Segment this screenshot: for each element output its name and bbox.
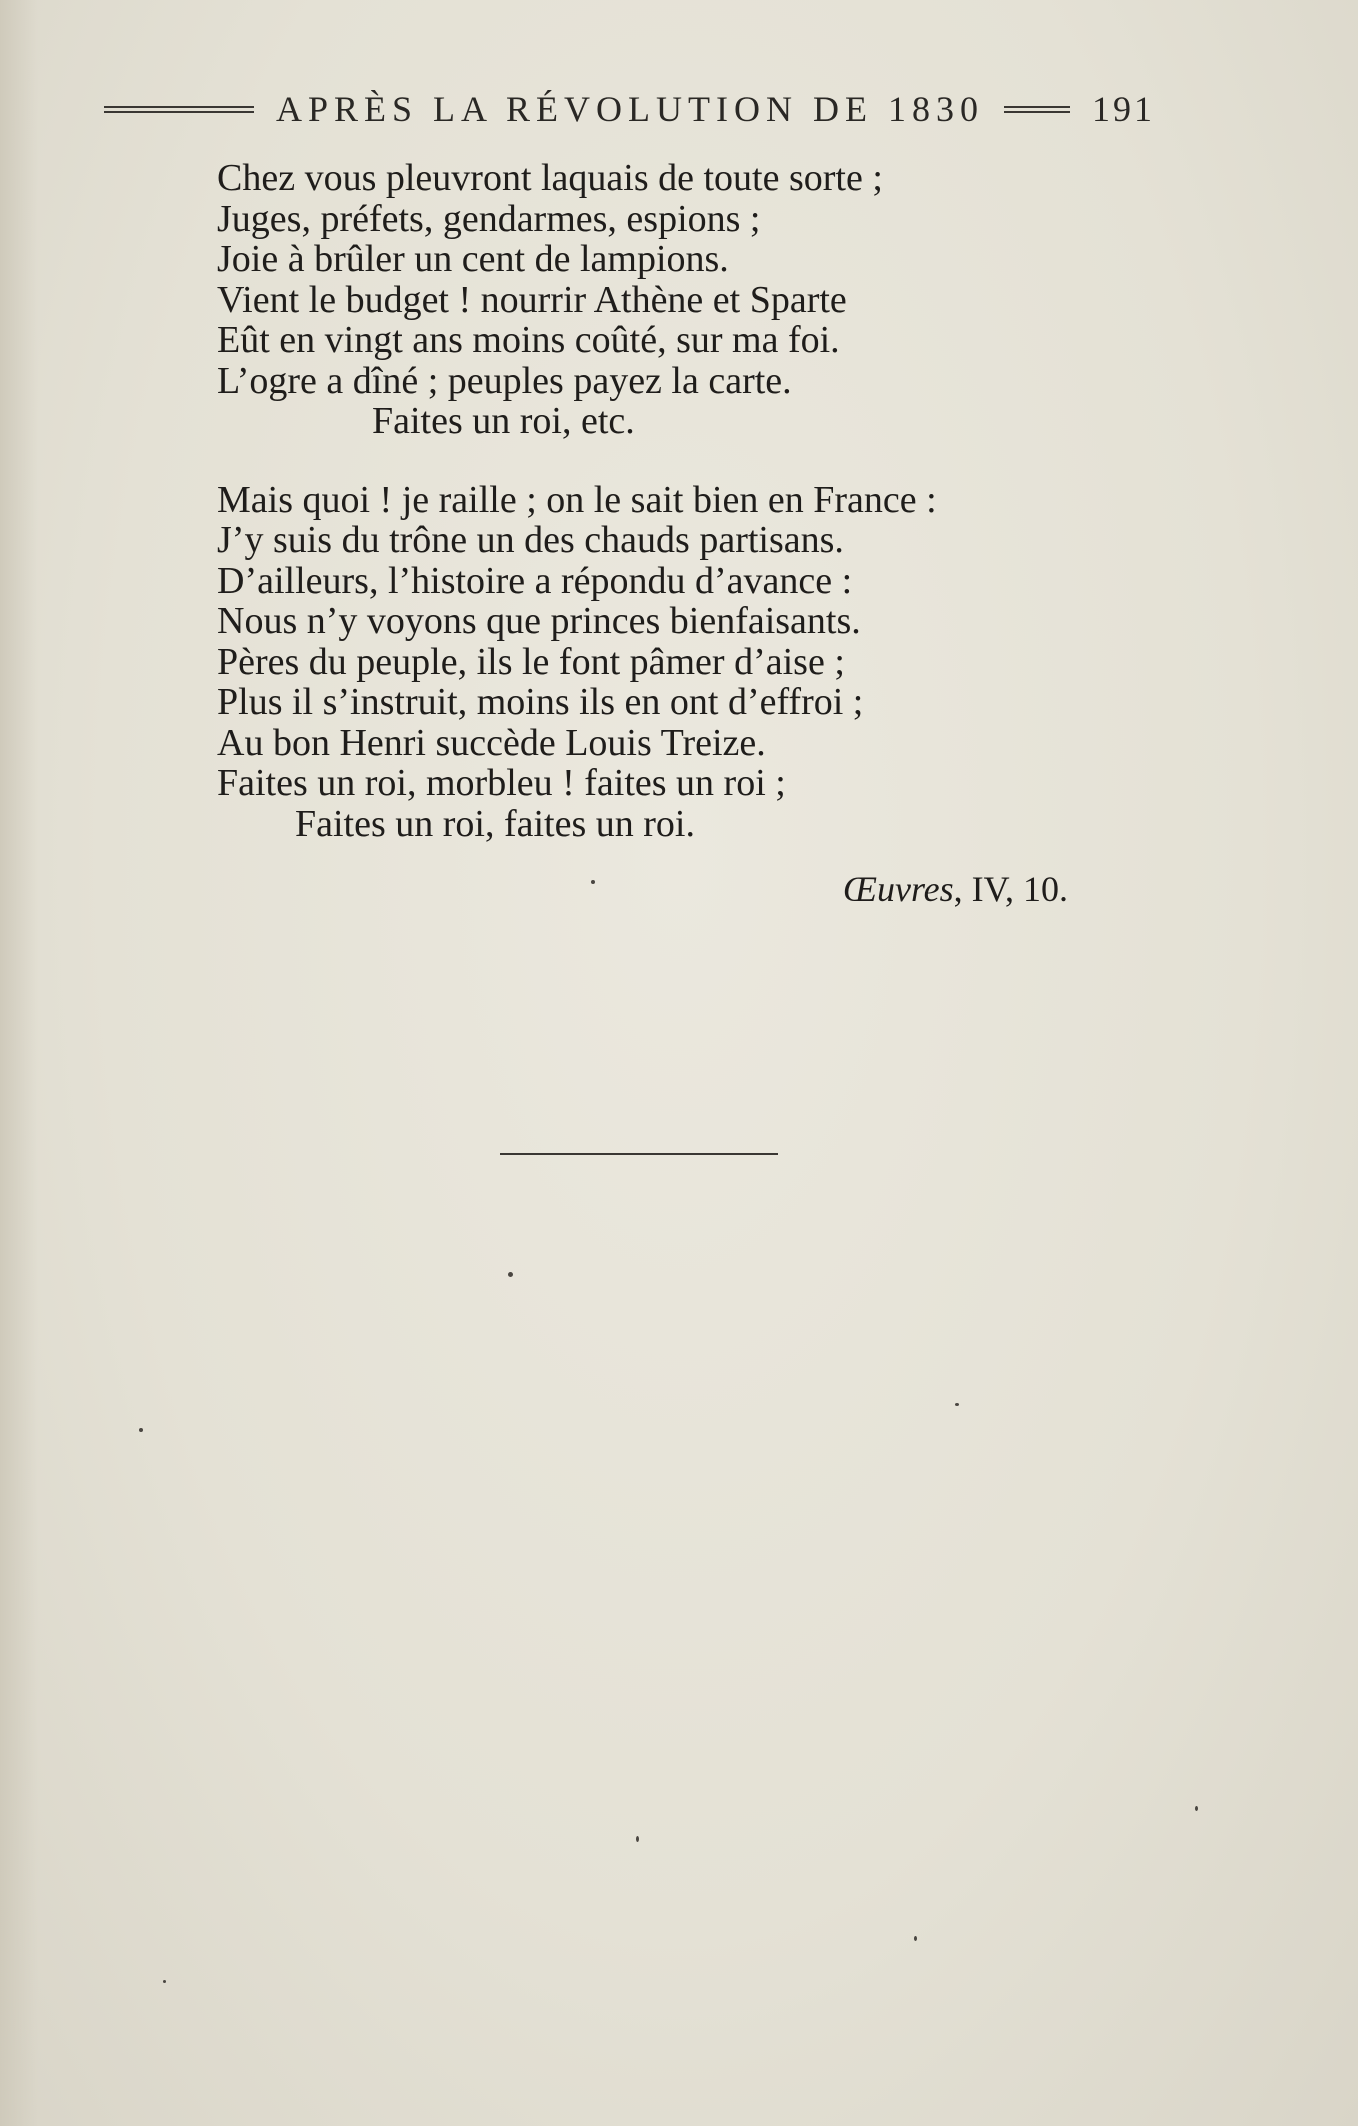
stanza-2 (217, 480, 1077, 845)
paper-speck (508, 1272, 513, 1277)
verse-line: Faites un roi, morbleu ! faites un roi ; (217, 762, 786, 804)
verse-line: Pères du peuple, ils le font pâmer d’aise ; (217, 640, 845, 683)
paper-speck (591, 880, 595, 884)
running-header (104, 84, 1184, 134)
verse-line: Nous n’y voyons que princes bienfaisants. (217, 600, 861, 642)
paper-speck (636, 1836, 639, 1842)
verse-line: Mais quoi ! je raille ; on le sait bien en France : (217, 478, 937, 521)
running-head-title: APRÈS LA RÉVOLUTION DE 1830 (276, 89, 984, 129)
refrain-line: Faites un roi, etc. (372, 400, 635, 442)
verse-line: Vient le budget ! nourrir Athène et Sparte (217, 278, 847, 321)
verse-line: Joie à brûler un cent de lampions. (217, 238, 729, 280)
source-citation (843, 868, 1068, 910)
poem-excerpt (217, 158, 1077, 844)
stanza-1 (217, 158, 1077, 442)
paper-speck (163, 1980, 166, 1983)
verse-line: Au bon Henri succède Louis Treize. (217, 721, 766, 764)
header-right-ornament-rule (1004, 106, 1070, 113)
header-left-ornament-rule (104, 106, 254, 113)
paper-speck (1195, 1806, 1198, 1811)
citation-work-title: Œuvres (843, 869, 954, 909)
paper-speck (955, 1403, 959, 1406)
refrain-line: Faites un roi, faites un roi. (295, 802, 695, 845)
page-number: 191 (1092, 89, 1155, 129)
citation-reference: , IV, 10. (953, 869, 1068, 909)
verse-line: J’y suis du trône un des chauds partisans. (217, 519, 844, 561)
verse-line: Juges, préfets, gendarmes, espions ; (217, 197, 761, 240)
verse-line: D’ailleurs, l’histoire a répondu d’avance : (217, 559, 853, 602)
paper-speck (914, 1936, 917, 1941)
section-end-rule (500, 1153, 778, 1155)
verse-line: Chez vous pleuvront laquais de toute sorte ; (217, 157, 883, 199)
verse-line: L’ogre a dîné ; peuples payez la carte. (217, 359, 792, 402)
verse-line: Plus il s’instruit, moins ils en ont d’effroi ; (217, 681, 864, 723)
paper-speck (139, 1428, 143, 1432)
verse-line: Eût en vingt ans moins coûté, sur ma foi. (217, 319, 840, 361)
